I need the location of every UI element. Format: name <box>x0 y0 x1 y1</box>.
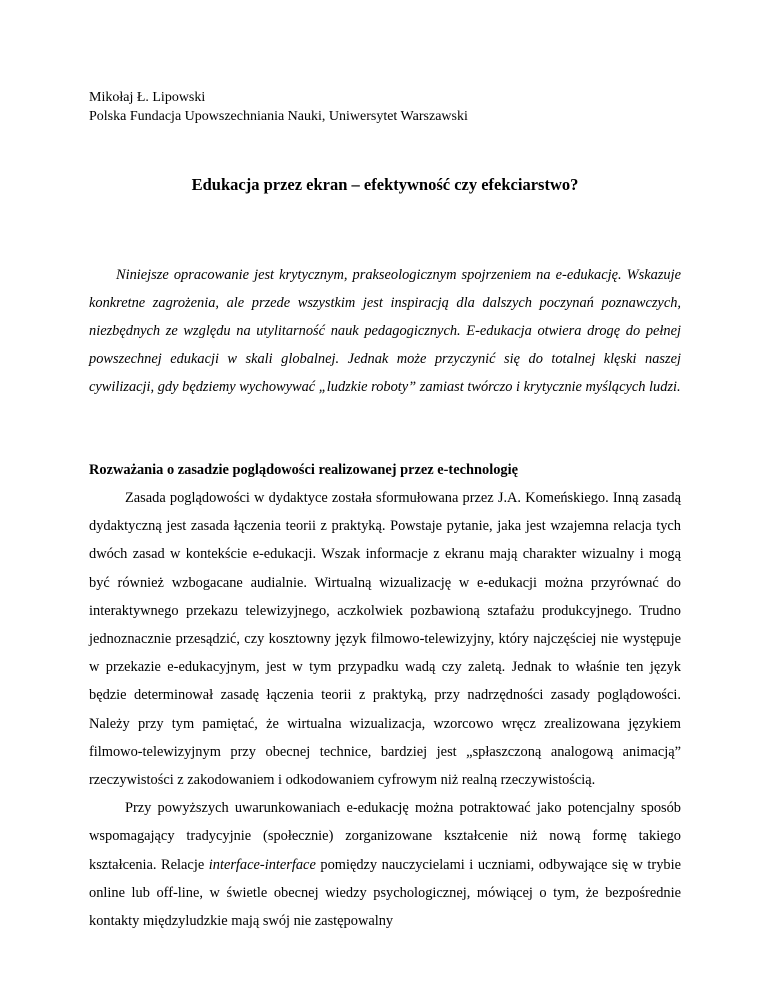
body-paragraph <box>89 794 681 935</box>
author-name: Mikołaj Ł. Lipowski <box>89 90 206 105</box>
body-text-run: Przy powyższych uwarunkowaniach e-edukację można potraktować jako potencjalny sposób wspomagający tradycyjnie (społecznie) zorganizowane kształcenie niż nową formę takiego kształcenia. Relacje <box>89 800 681 873</box>
section-heading: Rozważania o zasadzie poglądowości realizowanej przez e-technologię <box>89 462 518 478</box>
body-text-run: pomiędzy nauczycielami i uczniami, odbywające się w trybie online lub off-line, w świetle obecnej wiedzy psychologicznej, mówiącej o tym, że bezpośrednie kontakty międzyludzkie mają swój nie zastępowalny <box>89 856 681 930</box>
document-title: Edukacja przez ekran – efektywność czy efekciarstwo? <box>191 175 579 194</box>
body-paragraph: Zasada poglądowości w dydaktyce została sformułowana przez J.A. Komeńskiego. Inną zasadą dydaktyczną jest zasada łączenia teorii z praktyką. Powstaje pytanie, jaka jest wzajemna relacja tych dwóch zasad w kontekście e-edukacji. Wszak informacje z ekranu mają charakter wizualny i mogą być również wzbogacane audialnie. Wirtualną wizualizację w e-edukacji można przyrównać do interaktywnego przekazu telewizyjnego, aczkolwiek pozbawioną sztafażu produkcyjnego. Trudno jednoznacznie przesądzić, czy kosztowny język filmowo-telewizyjny, który najczęściej nie występuje w przekazie e-edukacyjnym, jest w tym przypadku wadą czy zaletą. Jednak to właśnie ten język będzie determinował zasadę łączenia teorii z praktyką, przy nadrzędności zasady poglądowości. Należy przy tym pamiętać, że wirtualna wizualizacja, wzorcowo wręcz zrealizowana językiem filmowo-telewizyjnym przy obecnej technice, bardziej jest „spłaszczoną analogową animacją” rzeczywistości z zakodowaniem i odkodowaniem cyfrowym niż realną rzeczywistością. <box>89 490 681 789</box>
body-italic-term: interface-interface <box>208 856 316 873</box>
abstract: Niniejsze opracowanie jest krytycznym, prakseologicznym spojrzeniem na e-edukację. Wskazuje konkretne zagrożenia, ale przede wszystkim jest inspiracją dla dalszych poczynań poznawczych, niezbędnych ze względu na utylitarność nauk pedagogicznych. E-edukacja otwiera drogę do pełnej powszechnej edukacji w skali globalnej. Jednak może przyczynić się do totalnej klęski naszej cywilizacji, gdy będziemy wychowywać „ludzkie roboty” zamiast twórczo i krytycznie myślących ludzi. <box>89 267 681 395</box>
author-affiliation: Polska Fundacja Upowszechniania Nauki, Uniwersytet Warszawski <box>89 109 468 124</box>
section-body <box>89 484 681 935</box>
author-block <box>89 88 689 126</box>
